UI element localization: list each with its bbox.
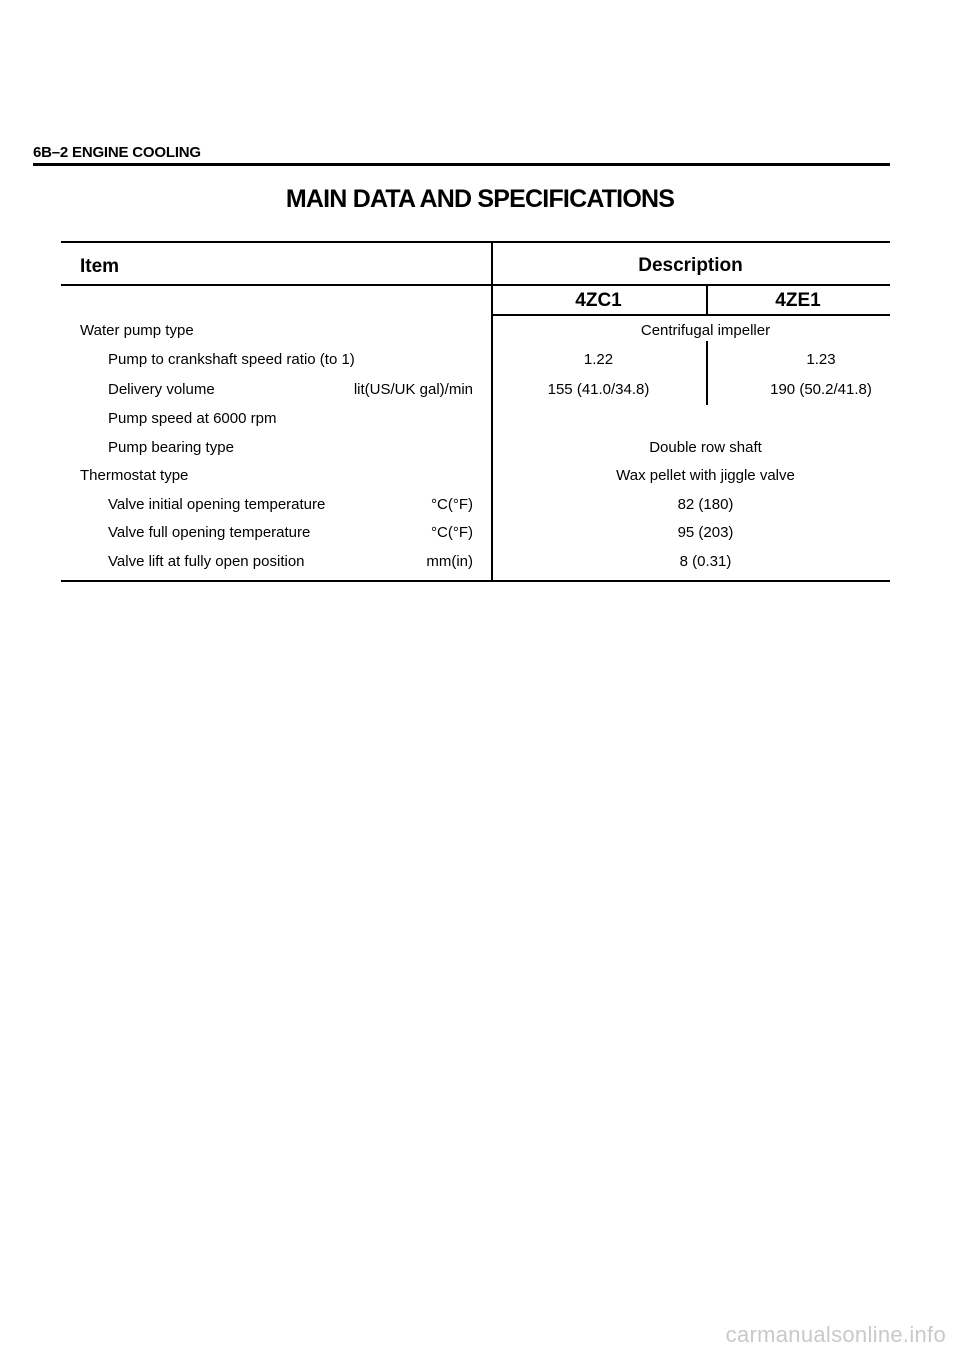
table-top-rule [61,241,890,243]
variant-header-4ze1: 4ZE1 [775,290,821,311]
variant-header-4zc1: 4ZC1 [575,290,622,311]
row-label-valve-lift: Valve lift at fully open position [108,553,305,570]
column-header-item: Item [80,256,120,277]
variant-header-rule [491,314,890,316]
row-label-water-pump-type: Water pump type [80,322,194,339]
row-value-speed-ratio-4zc1: 1.22 [583,351,614,368]
row-unit-full-opening-temp: °C(°F) [431,524,473,541]
row-label-delivery-volume: Delivery volume [108,381,215,398]
row-label-pump-speed: Pump speed at 6000 rpm [108,410,277,427]
header-rule [33,163,890,166]
row-unit-delivery-volume: lit(US/UK gal)/min [353,381,473,398]
row-value-valve-lift: 8 (0.31) [679,553,732,570]
row-unit-initial-opening-temp: °C(°F) [431,496,473,513]
row-value-bearing-type: Double row shaft [649,439,762,456]
row-label-thermostat-type: Thermostat type [80,467,189,484]
row-value-initial-opening-temp: 82 (180) [677,496,734,513]
row-label-initial-opening-temp: Valve initial opening temperature [108,496,326,513]
table-bottom-rule [61,580,890,582]
row-value-full-opening-temp: 95 (203) [677,524,734,541]
row-value-delivery-volume-4zc1: 155 (41.0/34.8) [547,381,650,398]
section-header: 6B–2 ENGINE COOLING [33,144,201,161]
row-value-speed-ratio-4ze1: 1.23 [806,351,836,368]
row-label-speed-ratio: Pump to crankshaft speed ratio (to 1) [108,351,355,368]
watermark-text: carmanualsonline.info [725,1322,946,1347]
row-label-bearing-type: Pump bearing type [108,439,234,456]
page-title: MAIN DATA AND SPECIFICATIONS [285,185,675,213]
table-header-rule [61,284,890,286]
row-value-thermostat-type: Wax pellet with jiggle valve [616,467,795,484]
row-value-delivery-volume-4ze1: 190 (50.2/41.8) [770,381,872,398]
row-value-water-pump-type: Centrifugal impeller [640,322,771,339]
row-unit-valve-lift: mm(in) [426,553,473,570]
row-label-full-opening-temp: Valve full opening temperature [108,524,311,541]
column-header-description: Description [638,255,743,276]
